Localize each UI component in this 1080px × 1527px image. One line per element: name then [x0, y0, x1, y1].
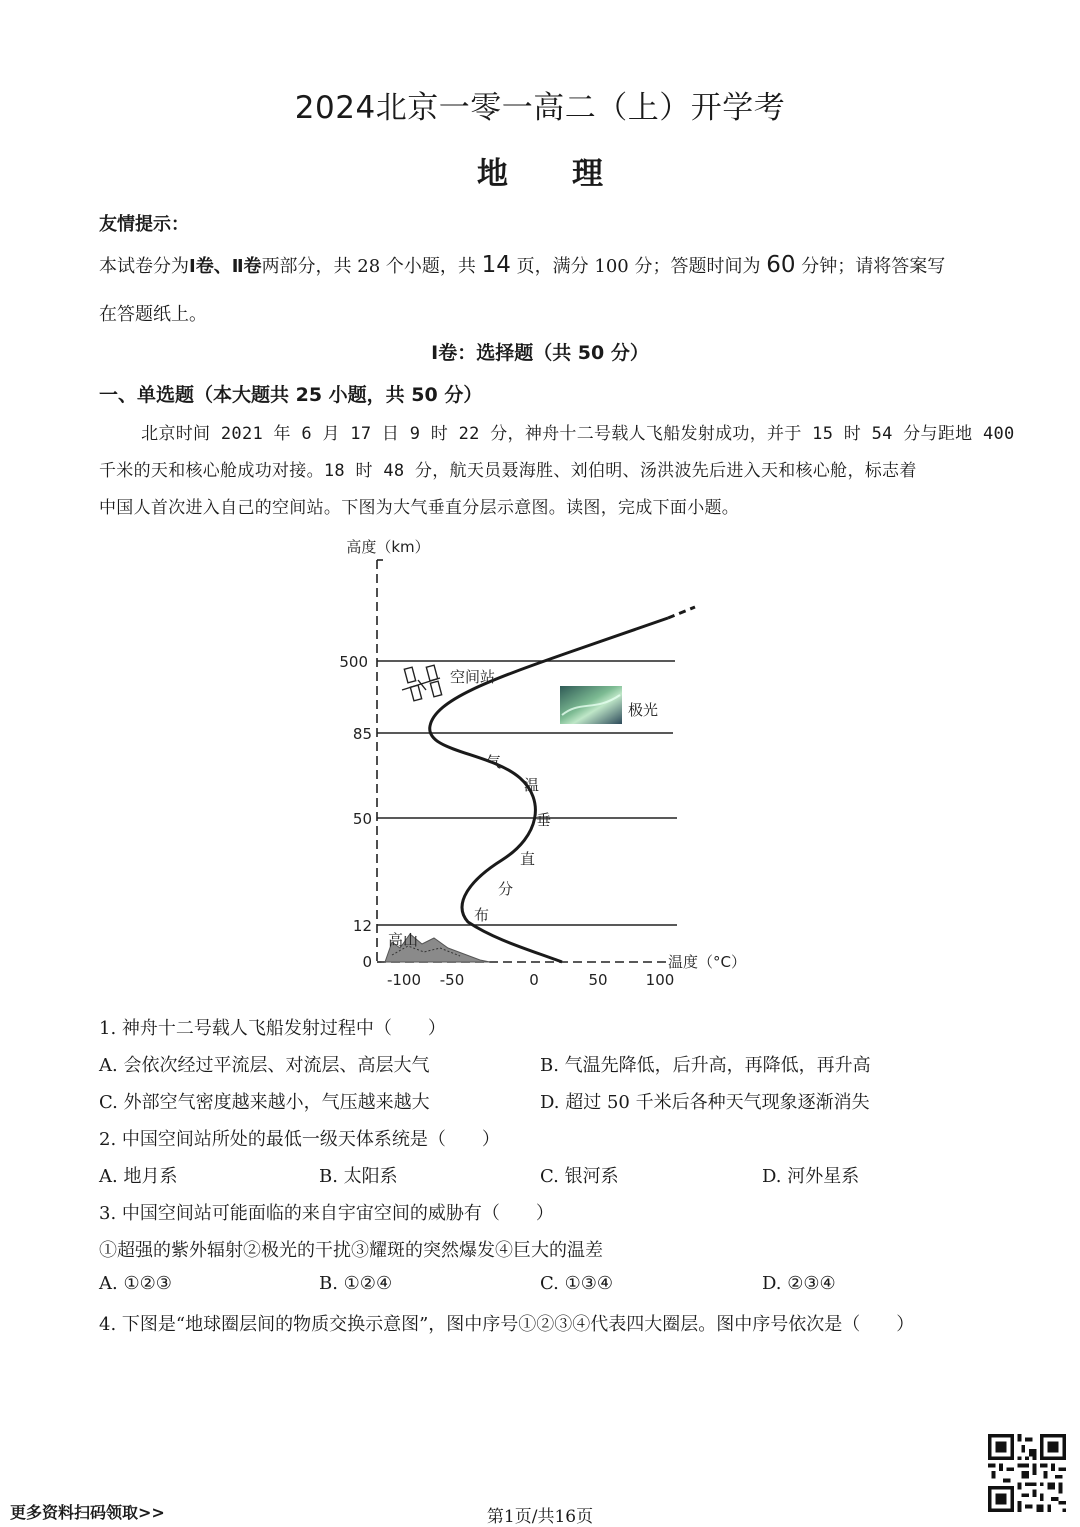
- hint-line-1: [99, 252, 945, 278]
- curve-label-1: 气: [486, 753, 502, 771]
- x-tick-50: 50: [588, 971, 608, 989]
- y-tick-500: 500: [339, 653, 368, 671]
- footer-more-link[interactable]: 更多资料扫码领取>>: [10, 1503, 165, 1522]
- q3-option-c[interactable]: C. ①③④: [540, 1273, 613, 1294]
- passage-line: 北京时间 2021 年 6 月 17 日 9 时 22 分，神舟十二号载人飞船发射成功，并于 15 时 54 分与距地 400: [99, 424, 1015, 444]
- question-3-stem: 3. 中国空间站可能面临的来自宇宙空间的威胁有（ ）: [99, 1203, 554, 1224]
- x-axis-title: 温度（°C）: [668, 953, 746, 971]
- curve-label-6: 布: [474, 906, 490, 924]
- q1-option-c[interactable]: C. 外部空气密度越来越小，气压越来越大: [99, 1092, 430, 1113]
- x-tick-neg50: -50: [439, 971, 465, 989]
- hint-pages: 14: [481, 252, 511, 278]
- hint-text-e: 分钟；请将答案写: [801, 256, 946, 277]
- aurora-label: 极光: [628, 701, 659, 719]
- y-tick-0: 0: [362, 953, 372, 971]
- question-1-stem: 1. 神舟十二号载人飞船发射过程中（ ）: [99, 1018, 446, 1039]
- mountain-label: 高山: [388, 931, 419, 949]
- hint-line-2: 在答题纸上。: [99, 304, 207, 325]
- hint-minutes: 60: [766, 252, 796, 278]
- hint-text-a: 本试卷分为: [99, 256, 189, 277]
- q2-option-a[interactable]: A. 地月系: [99, 1166, 178, 1187]
- question-3-items: ①超强的紫外辐射②极光的干扰③耀斑的突然爆发④巨大的温差: [99, 1240, 603, 1261]
- question-4-stem: 4. 下图是“地球圈层间的物质交换示意图”，图中序号①②③④代表四大圈层。图中序号依次是（ ）: [99, 1314, 915, 1335]
- exam-title: 2024北京一零一高二（上）开学考: [294, 90, 786, 126]
- y-tick-12: 12: [352, 917, 372, 935]
- q1-option-b[interactable]: B. 气温先降低，后升高，再降低，再升高: [540, 1055, 871, 1076]
- q1-option-d[interactable]: D. 超过 50 千米后各种天气现象逐渐消失: [540, 1092, 870, 1113]
- page-number: 第1页/共16页: [486, 1507, 594, 1527]
- atmosphere-figure: [330, 530, 760, 995]
- space-station-icon: [402, 665, 442, 701]
- hint-volumes: Ⅰ卷、Ⅱ卷: [189, 256, 262, 277]
- subject-char-2: 理: [572, 156, 603, 192]
- passage-line: 中国人首次进入自己的空间站。下图为大气垂直分层示意图。读图，完成下面小题。: [99, 498, 740, 518]
- hint-text-d: 页，满分 100 分；答题时间为: [516, 256, 761, 277]
- hint-heading: 友情提示：: [99, 214, 189, 235]
- curve-label-3: 垂: [536, 811, 552, 829]
- q1-option-a[interactable]: A. 会依次经过平流层、对流层、高层大气: [99, 1055, 430, 1076]
- q3-option-d[interactable]: D. ②③④: [762, 1273, 836, 1294]
- y-tick-50: 50: [352, 810, 372, 828]
- x-tick-neg100: -100: [386, 971, 422, 989]
- curve-label-5: 分: [498, 880, 514, 898]
- section-heading: Ⅰ卷：选择题（共 50 分）: [431, 342, 649, 364]
- space-station-label: 空间站: [450, 668, 496, 686]
- y-axis-title: 高度（km）: [346, 538, 430, 556]
- x-tick-100: 100: [645, 971, 675, 989]
- q2-option-d[interactable]: D. 河外星系: [762, 1166, 860, 1187]
- q3-option-a[interactable]: A. ①②③: [99, 1273, 172, 1294]
- question-2-stem: 2. 中国空间站所处的最低一级天体系统是（ ）: [99, 1129, 500, 1150]
- q3-option-b[interactable]: B. ①②④: [319, 1273, 393, 1294]
- hint-text-c: 两部分，共 28 个小题，共: [261, 256, 476, 277]
- curve-label-4: 直: [520, 850, 536, 868]
- passage: [99, 416, 1015, 527]
- qr-code-icon[interactable]: [988, 1434, 1066, 1512]
- q2-option-b[interactable]: B. 太阳系: [319, 1166, 398, 1187]
- q2-option-c[interactable]: C. 银河系: [540, 1166, 619, 1187]
- x-tick-0: 0: [529, 971, 539, 989]
- passage-line: 千米的天和核心舱成功对接。18 时 48 分，航天员聂海胜、刘伯明、汤洪波先后进入天和核心舱，标志着: [99, 461, 917, 481]
- part-heading: 一、单选题（本大题共 25 小题，共 50 分）: [99, 384, 483, 406]
- subject-title: [0, 148, 1080, 193]
- curve-label-2: 温: [524, 776, 540, 794]
- subject-char-1: 地: [477, 156, 508, 192]
- y-tick-85: 85: [352, 725, 372, 743]
- aurora-image: [560, 686, 622, 724]
